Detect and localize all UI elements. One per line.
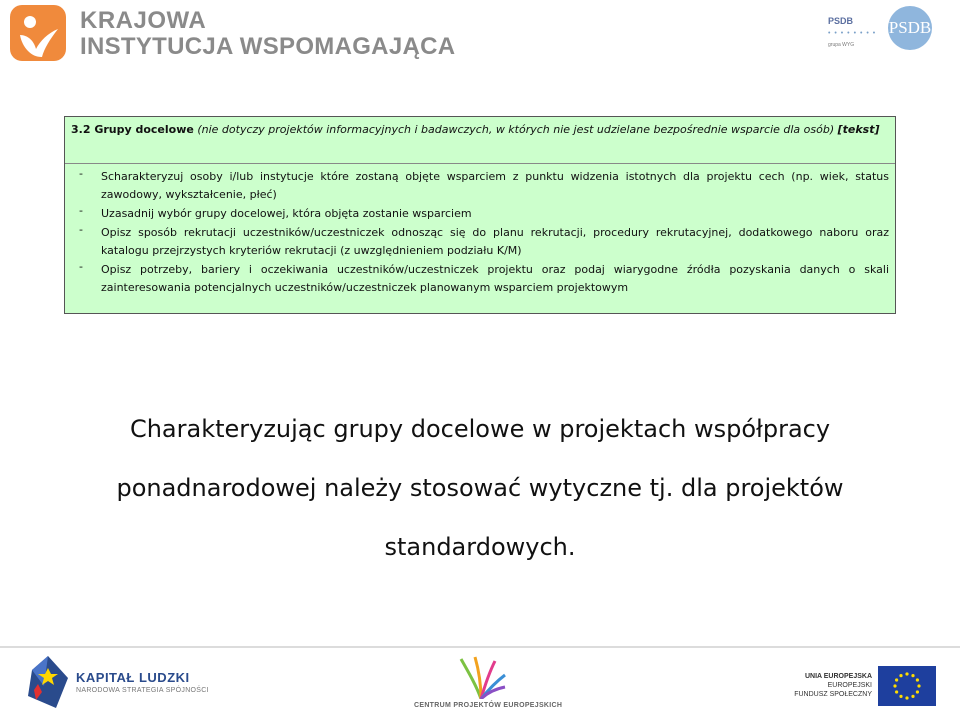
- list-item: [71, 168, 889, 204]
- bullet-icon: -: [79, 260, 83, 273]
- list-item: [71, 224, 889, 260]
- psdb-dots: • • • • • • • •: [828, 30, 877, 37]
- bullet-icon: -: [79, 223, 83, 236]
- kapital-ludzki-logo-icon: [28, 656, 68, 708]
- bullet-icon: -: [79, 167, 83, 180]
- list-item-text: Uzasadnij wybór grupy docelowej, która objęta zostanie wsparciem: [101, 207, 472, 220]
- list-item-text: Opisz sposób rekrutacji uczestników/uczestniczek odnosząc się do planu rekrutacji, procedury rekrutacyjnej, dodatkowego naboru oraz katalogu przejrzystych kryteriów rekrutacji (z uwzględnieniem podziału K/M): [101, 226, 889, 257]
- list-item-text: Scharakteryzuj osoby i/lub instytucje które zostaną objęte wsparciem z punktu widzenia istotnych dla projektu cech (np. wiek, status zawodowy, wykształcenie, płeć): [101, 170, 889, 201]
- psdb-circle-logo: PSDB: [888, 6, 932, 50]
- ue-line-3: FUNDUSZ SPOŁECZNY: [794, 691, 872, 698]
- psdb-label: PSDB: [828, 16, 854, 26]
- cpe-label: CENTRUM PROJEKTÓW EUROPEJSKICH: [414, 702, 563, 709]
- kl-title: KAPITAŁ LUDZKI: [76, 670, 190, 685]
- footer-divider: [0, 646, 960, 648]
- ue-text: [790, 672, 872, 699]
- form-heading-tag: [tekst]: [837, 123, 880, 136]
- form-heading: [65, 117, 895, 164]
- title-line-2: INSTYTUCJA WSPOMAGAJĄCA: [80, 33, 456, 60]
- ue-line-2: EUROPEJSKI: [827, 682, 872, 689]
- form-heading-number: 3.2 Grupy docelowe: [71, 123, 194, 136]
- list-item: [71, 205, 889, 223]
- form-heading-note: (nie dotyczy projektów informacyjnych i badawczych, w których nie jest udzielane bezpośrednie wsparcie dla osób): [197, 123, 835, 136]
- list-item: [71, 261, 889, 297]
- kiw-logo-icon: [10, 5, 66, 61]
- psdb-sub: grupa WYG: [828, 42, 855, 48]
- eu-flag-icon: [878, 666, 936, 706]
- psdb-logo: [828, 14, 938, 58]
- form-excerpt: [64, 116, 896, 314]
- kl-subtitle: NARODOWA STRATEGIA SPÓJNOŚCI: [76, 687, 209, 694]
- kapital-ludzki-text: [76, 670, 209, 694]
- ue-title: UNIA EUROPEJSKA: [804, 673, 872, 680]
- list-item-text: Opisz potrzeby, bariery i oczekiwania uczestników/uczestniczek projektu oraz podaj wiarygodne źródła pozyskania danych o skali zainteresowania potencjalnych uczestników/uczestniczek planowanym wsparciem projektowym: [101, 263, 889, 294]
- institution-title: [80, 8, 455, 60]
- title-line-1: KRAJOWA: [80, 7, 207, 34]
- main-statement: Charakteryzując grupy docelowe w projektach współpracy ponadnarodowej należy stosować wytyczne tj. dla projektów standardowych.: [116, 415, 844, 561]
- form-list: [65, 164, 895, 297]
- cpe-logo-icon: [455, 655, 507, 699]
- bullet-icon: -: [79, 204, 83, 217]
